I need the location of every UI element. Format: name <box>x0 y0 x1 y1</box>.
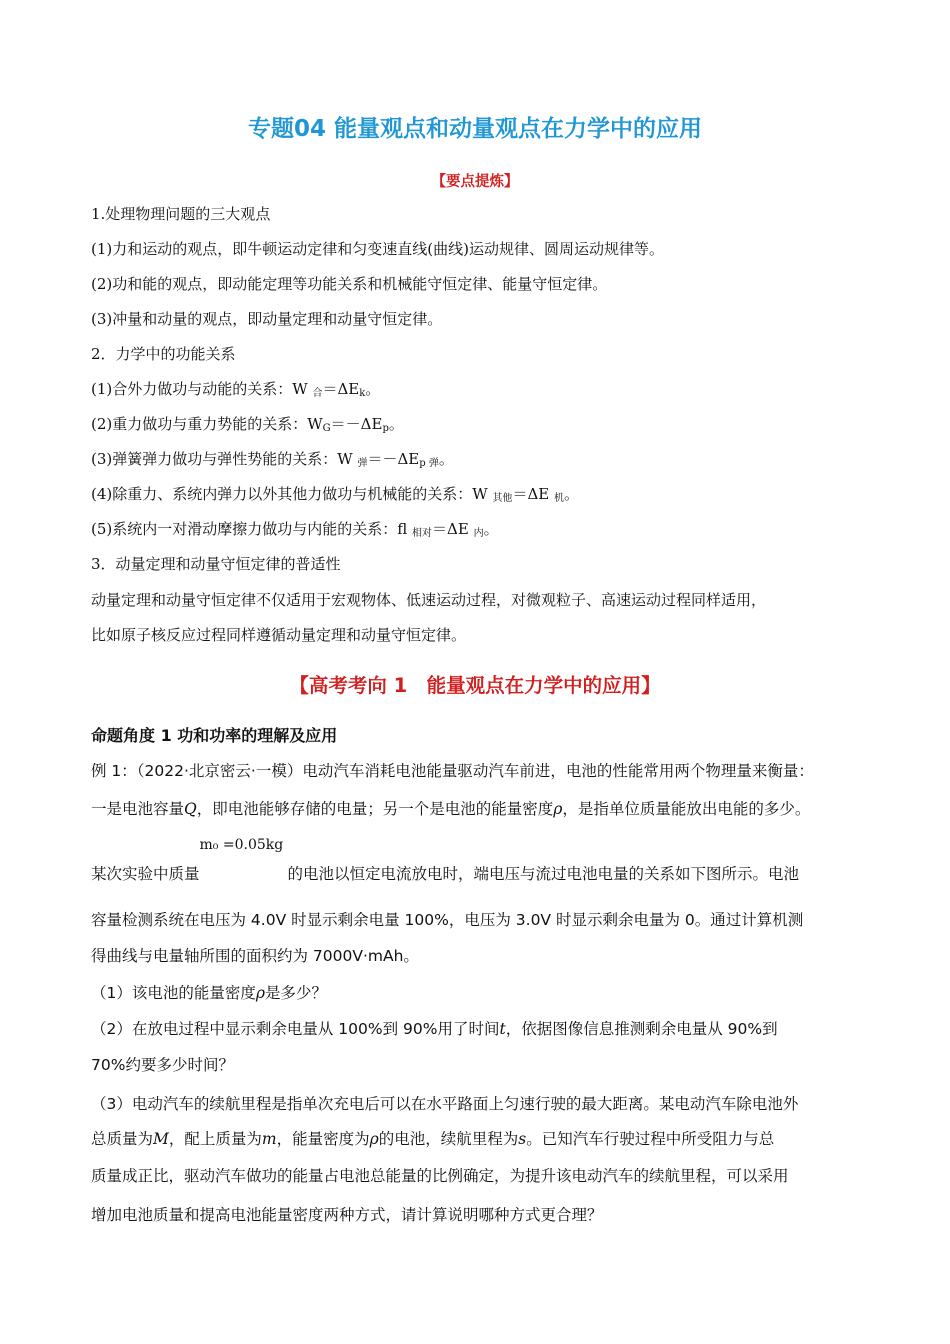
formula-text: ＝ΔE <box>512 485 554 503</box>
example-text <box>91 837 800 884</box>
formula-subscript: 合 <box>312 388 323 399</box>
formula-text: 。 <box>564 485 580 503</box>
example-text <box>91 797 810 819</box>
symbol-rho: ρ <box>553 800 563 818</box>
point-heading-3: 3．动量定理和动量守恒定律的普适性 <box>91 555 341 573</box>
text-run: ，是指单位质量能放出电能的多少。 <box>562 800 811 818</box>
formula-subscript: 内 <box>473 528 484 539</box>
formula-line <box>91 413 404 434</box>
question-3: （3）电动汽车的续航里程是指单次充电后可以在水平路面上匀速行驶的最大距离。某电动汽车除电池外 <box>91 1095 799 1113</box>
formula-subscript: 相对 <box>412 528 433 539</box>
formula-subscript: p <box>382 423 389 434</box>
formula-text: (3)弹簧弹力做功与弹性势能的关系：W <box>91 450 358 468</box>
section-heading: 【高考考向 1 能量观点在力学中的应用】 <box>289 674 661 697</box>
symbol-s: s <box>518 1130 527 1148</box>
question-3-cont: 质量成正比，驱动汽车做功的能量占电池总能量的比例确定，为提升该电动汽车的续航里程，可以采用 <box>91 1167 789 1185</box>
question-3-cont: 增加电池质量和提高电池能量密度两种方式，请计算说明哪种方式更合理？ <box>91 1206 603 1224</box>
formula-subscript: 其他 <box>492 493 513 504</box>
formula-text: 。 <box>483 520 499 538</box>
formula-text: 。 <box>438 450 454 468</box>
example-text: 得曲线与电量轴所围的面积约为 7000V·mAh。 <box>91 947 419 965</box>
formula-subscript: 弹 <box>357 458 368 469</box>
symbol-M: M <box>153 1130 169 1148</box>
formula-text: ＝－ΔE <box>367 450 420 468</box>
formula-text: (4)除重力、系统内弹力以外其他力做功与机械能的关系：W <box>91 485 493 503</box>
formula-subscript: p 弹 <box>419 458 439 469</box>
formula-text: (2)重力做功与重力势能的关系：W <box>91 415 323 433</box>
question-2 <box>91 1017 778 1039</box>
formula-line <box>91 518 499 539</box>
example-text: 例 1：（2022·北京密云·一模）电动汽车消耗电池能量驱动汽车前进，电池的性能常用两个物理量来衡量： <box>91 762 814 780</box>
text-run: ，配上质量为 <box>168 1130 262 1148</box>
point-text: (2)功和能的观点，即动能定理等功能关系和机械能守恒定律、能量守恒定律。 <box>91 275 608 293</box>
text-run: ，能量密度为 <box>276 1130 370 1148</box>
formula-text: ＝－ΔE <box>330 415 383 433</box>
angle-heading: 命题角度 1 功和功率的理解及应用 <box>91 726 338 745</box>
text-run: 的电池以恒定电流放电时，端电压与流过电池电量的关系如下图所示。电池 <box>287 865 800 883</box>
formula-line <box>91 378 380 399</box>
symbol-t: t <box>499 1020 506 1038</box>
symbol-rho: ρ <box>369 1130 379 1148</box>
question-1 <box>91 981 327 1003</box>
formula-text: (1)合外力做功与动能的关系：W <box>91 380 313 398</box>
formula-subscript: 机 <box>554 493 564 504</box>
text-run: ，依据图像信息推测剩余电量从 90%到 <box>505 1020 778 1038</box>
point-text: 比如原子核反应过程同样遵循动量定理和动量守恒定律。 <box>91 626 467 644</box>
text-run: 是多少？ <box>265 984 328 1002</box>
text-run: 的电池，续航里程为 <box>378 1130 519 1148</box>
symbol-Q: Q <box>184 800 197 818</box>
key-points-heading: 【要点提炼】 <box>431 174 519 190</box>
formula-text: ＝ΔE <box>322 380 360 398</box>
text-run: 某次实验中质量 <box>91 865 200 883</box>
formula-line <box>91 448 454 469</box>
symbol-rho: ρ <box>255 984 265 1002</box>
formula-line <box>91 483 579 504</box>
formula-text: 。 <box>388 415 404 433</box>
symbol-m: m <box>261 1130 277 1148</box>
mass-value: m₀ =0.05kg <box>199 837 284 853</box>
point-text: (3)冲量和动量的观点，即动量定理和动量守恒定律。 <box>91 310 443 328</box>
point-heading-1: 1.处理物理问题的三大观点 <box>91 205 271 223</box>
question-2-cont: 70%约要多少时间？ <box>91 1056 234 1074</box>
point-heading-2: 2．力学中的功能关系 <box>91 345 236 363</box>
point-text: (1)力和运动的观点，即牛顿运动定律和匀变速直线(曲线)运动规律、圆周运动规律等。 <box>91 240 664 258</box>
formula-subscript: G <box>322 423 331 434</box>
point-text: 动量定理和动量守恒定律不仅适用于宏观物体、低速运动过程，对微观粒子、高速运动过程同样适用， <box>91 591 767 609</box>
example-text: 容量检测系统在电压为 4.0V 时显示剩余电量 100%，电压为 3.0V 时显示剩余电量为 0。通过计算机测 <box>91 911 804 929</box>
text-run: 总质量为 <box>91 1130 154 1148</box>
text-run: （2）在放电过程中显示剩余电量从 100%到 90%用了时间 <box>91 1020 500 1038</box>
formula-text: (5)系统内一对滑动摩擦力做功与内能的关系：fl <box>91 520 413 538</box>
mass-formula <box>199 837 288 879</box>
text-run: 一是电池容量 <box>91 800 185 818</box>
page-title: 专题04 能量观点和动量观点在力学中的应用 <box>247 116 702 142</box>
text-run: （1）该电池的能量密度 <box>91 984 256 1002</box>
formula-text: 。 <box>365 380 381 398</box>
formula-subscript: k <box>359 388 366 399</box>
text-run: 。已知汽车行驶过程中所受阻力与总 <box>526 1130 775 1148</box>
formula-text: ＝ΔE <box>432 520 474 538</box>
text-run: ，即电池能够存储的电量；另一个是电池的能量密度 <box>196 800 554 818</box>
question-3-cont <box>91 1127 774 1149</box>
